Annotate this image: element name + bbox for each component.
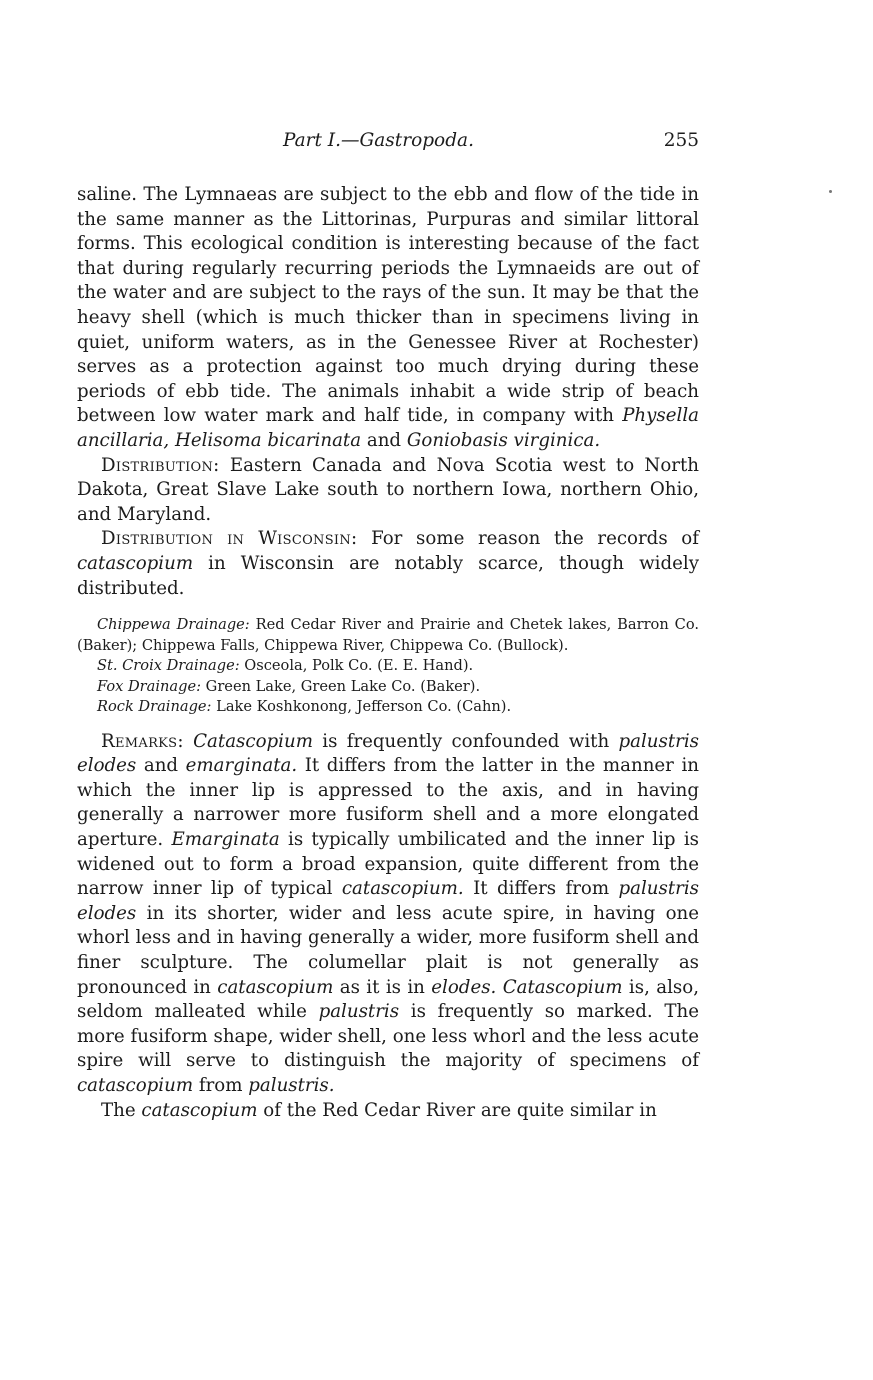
page-number: 255 xyxy=(663,130,699,151)
locality-records xyxy=(77,615,699,718)
paragraph-distribution: Distribution: Eastern Canada and Nova Scotia west to North Dakota, Great Slave Lake south to northern Iowa, northern Ohio, and Maryland. xyxy=(77,454,699,525)
page xyxy=(77,130,699,1123)
distribution-wisconsin-label: Distribution in Wisconsin: xyxy=(101,528,358,550)
distribution-label: Distribution: xyxy=(101,454,220,476)
page-body xyxy=(77,183,699,1123)
running-title: Part I.—Gastropoda. xyxy=(283,130,474,151)
page-speck xyxy=(829,190,832,193)
running-header xyxy=(77,130,699,160)
record-st-croix: St. Croix Drainage: Osceola, Polk Co. (E. E. Hand). xyxy=(97,657,474,675)
record-chippewa: Chippewa Drainage: Red Cedar River and Prairie and Chetek lakes, Barron Co. (Baker); Chippewa Falls, Chippewa River, Chippewa Co. (Bullock). xyxy=(77,616,699,654)
paragraph-intro: saline. The Lymnaeas are subject to the ebb and flow of the tide in the same manner as the Littorinas, Purpuras and similar littoral forms. This ecological condition is interesting because of the fact that during regularly recurring periods the Lymnaeids are out of the water and are subject to the rays of the sun. It may be that the heavy shell (which is much thicker than in specimens living in quiet, uniform waters, as in the Genessee River at Rochester) serves as a protection against too much drying during these periods of ebb tide. The animals inhabit a wide strip of beach between low water mark and half tide, in company with Physella ancillaria, Helisoma bicarinata and Goniobasis virginica. xyxy=(77,184,699,451)
paragraph-remarks: Remarks: Catascopium is frequently confounded with palustris elodes and emarginata. It differs from the latter in the manner in which the inner lip is appressed to the axis, and in having generally a narrower more fusiform shell and a more elongated aperture. Emarginata is typically umbilicated and the inner lip is widened out to form a broad expansion, quite different from the narrow inner lip of typical catascopium. It differs from palustris elodes in its shorter, wider and less acute spire, in having one whorl less and in having generally a wider, more fusiform shell and finer sculpture. The columellar plait is not generally as pronounced in catascopium as it is in elodes. Catascopium is, also, seldom malleated while palustris is frequently so marked. The more fusiform shape, wider shell, one less whorl and the less acute spire will serve to distinguish the majority of specimens of catascopium from palustris. xyxy=(77,730,699,1096)
remarks-label: Remarks: xyxy=(101,730,184,752)
paragraph-distribution-wisconsin: Distribution in Wisconsin: For some reason the records of catascopium in Wisconsin are notably scarce, though widely distributed. xyxy=(77,528,699,599)
record-rock: Rock Drainage: Lake Koshkonong, Jefferson Co. (Cahn). xyxy=(97,698,512,716)
paragraph-red-cedar: The catascopium of the Red Cedar River are quite similar in xyxy=(101,1099,657,1121)
record-fox: Fox Drainage: Green Lake, Green Lake Co. (Baker). xyxy=(97,677,481,695)
